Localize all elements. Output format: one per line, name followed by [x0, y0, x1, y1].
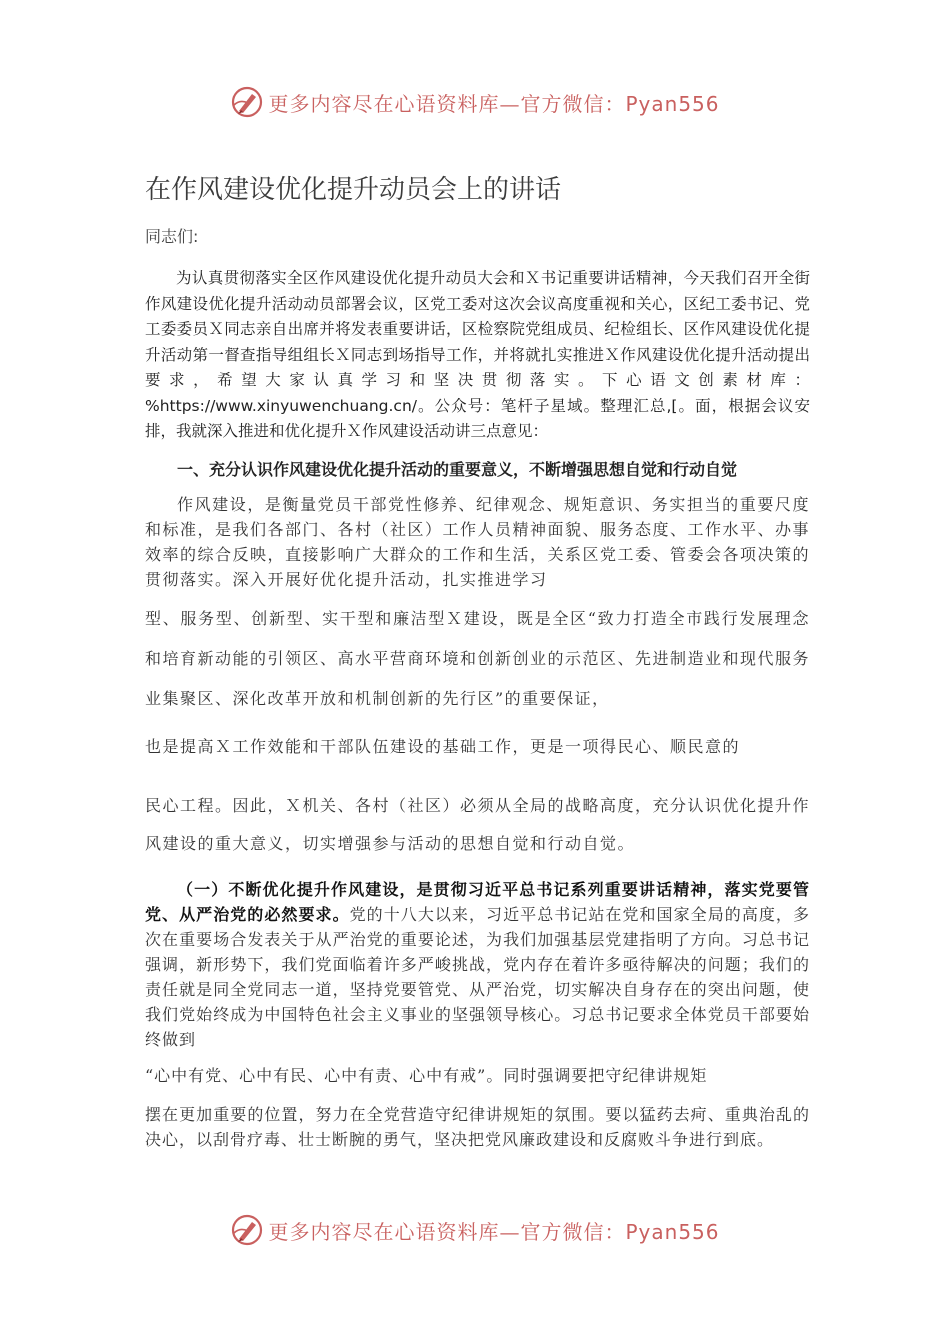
para1-part-d: 民心工程。因此，Ｘ机关、各村（社区）必须从全局的战略高度，充分认识优化提升作风建设的重大意义，切实增强参与活动的思想自觉和行动自觉。: [145, 795, 811, 853]
banner-text: 更多内容尽在心语资料库—官方微信：Pyan556: [268, 91, 720, 116]
salutation: 同志们:: [145, 227, 199, 246]
banner-text: 更多内容尽在心语资料库—官方微信：Pyan556: [268, 1219, 720, 1244]
wechat-id: Pyan556: [625, 91, 720, 116]
pen-logo-icon: [230, 85, 264, 119]
subsection-1-heading: （一）不断优化提升作风建设，是贯彻习近平总书记系列重要讲话精神，落实党要管党、从严治党的必然要求。: [145, 879, 810, 924]
pen-logo-icon: [230, 1213, 264, 1247]
para1-part-b: 型、服务型、创新型、实干型和廉洁型Ｘ建设，既是全区“致力打造全市践行发展理念和培育新动能的引领区、高水平营商环境和创新创业的示范区、先进制造业和现代服务业集聚区、深化改革开放和机制创新的先行区”的重要保证，: [145, 608, 811, 708]
subsection-1-closing: 摆在更加重要的位置，努力在全党营造守纪律讲规矩的氛围。要以猛药去疴、重典治乱的决心，以刮骨疗毒、壮士断腕的勇气，坚决把党风廉政建设和反腐败斗争进行到底。: [145, 1104, 810, 1149]
document-title: 在作风建设优化提升动员会上的讲话: [145, 175, 562, 205]
header-banner: [0, 80, 950, 124]
subsection-1-body: 党的十八大以来，习近平总书记站在党和国家全局的高度，多次在重要场合发表关于从严治党的重要论述，为我们加强基层党建指明了方向。习总书记强调，新形势下，我们党面临着许多严峻挑战，党内存在着许多亟待解决的问题；我们的责任就是同全党同志一道，坚持党要管党、从严治党，切实解决自身存在的突出问题，使我们党始终成为中国特色社会主义事业的坚强领导核心。习总书记要求全体党员干部要始终做到: [145, 904, 810, 1049]
para1-part-c: 也是提高Ｘ工作效能和干部队伍建设的基础工作，更是一项得民心、顺民意的: [145, 736, 741, 756]
para1-part-a: 作风建设，是衡量党员干部党性修养、纪律观念、规矩意识、务实担当的重要尺度和标准，是我们各部门、各村（社区）工作人员精神面貌、服务态度、工作水平、办事效率的综合反映，直接影响广大群众的工作和生活，关系区党工委、管委会各项决策的贯彻落实。深入开展好优化提升活动，扎实推进学习: [145, 494, 811, 589]
section-heading-1: 一、充分认识作风建设优化提升活动的重要意义，不断增强思想自觉和行动自觉: [177, 459, 738, 479]
section-1-paragraph: [145, 492, 810, 863]
subsection-1-quote: “心中有党、心中有民、心中有责、心中有戒”。同时强调要把守纪律讲规矩: [145, 1065, 708, 1085]
document-body: [145, 170, 810, 1152]
intro-paragraph: 为认真贯彻落实全区作风建设优化提升动员大会和Ｘ书记重要讲话精神，今天我们召开全街作风建设优化提升活动动员部署会议，区党工委对这次会议高度重视和关心，区纪工委书记、党工委委员Ｘ同志亲自出席并将发表重要讲话，区检察院党组成员、纪检组长、区作风建设优化提升活动第一督查指导组组长Ｘ同志到场指导工作，并将就扎实推进Ｘ作风建设优化提升活动提出要求，希望大家认真学习和坚决贯彻落实。下心语文创素材库：%https://www.xinyuwenchuang.cn/。公众号：笔杆子星域。整理汇总,[。面，根据会议安排，我就深入推进和优化提升Ｘ作风建设活动讲三点意见：: [145, 269, 810, 440]
wechat-id: Pyan556: [625, 1219, 720, 1244]
footer-banner: [0, 1208, 950, 1252]
subsection-1-text: [145, 877, 810, 1052]
subsection-1-paragraph: [145, 877, 810, 1152]
